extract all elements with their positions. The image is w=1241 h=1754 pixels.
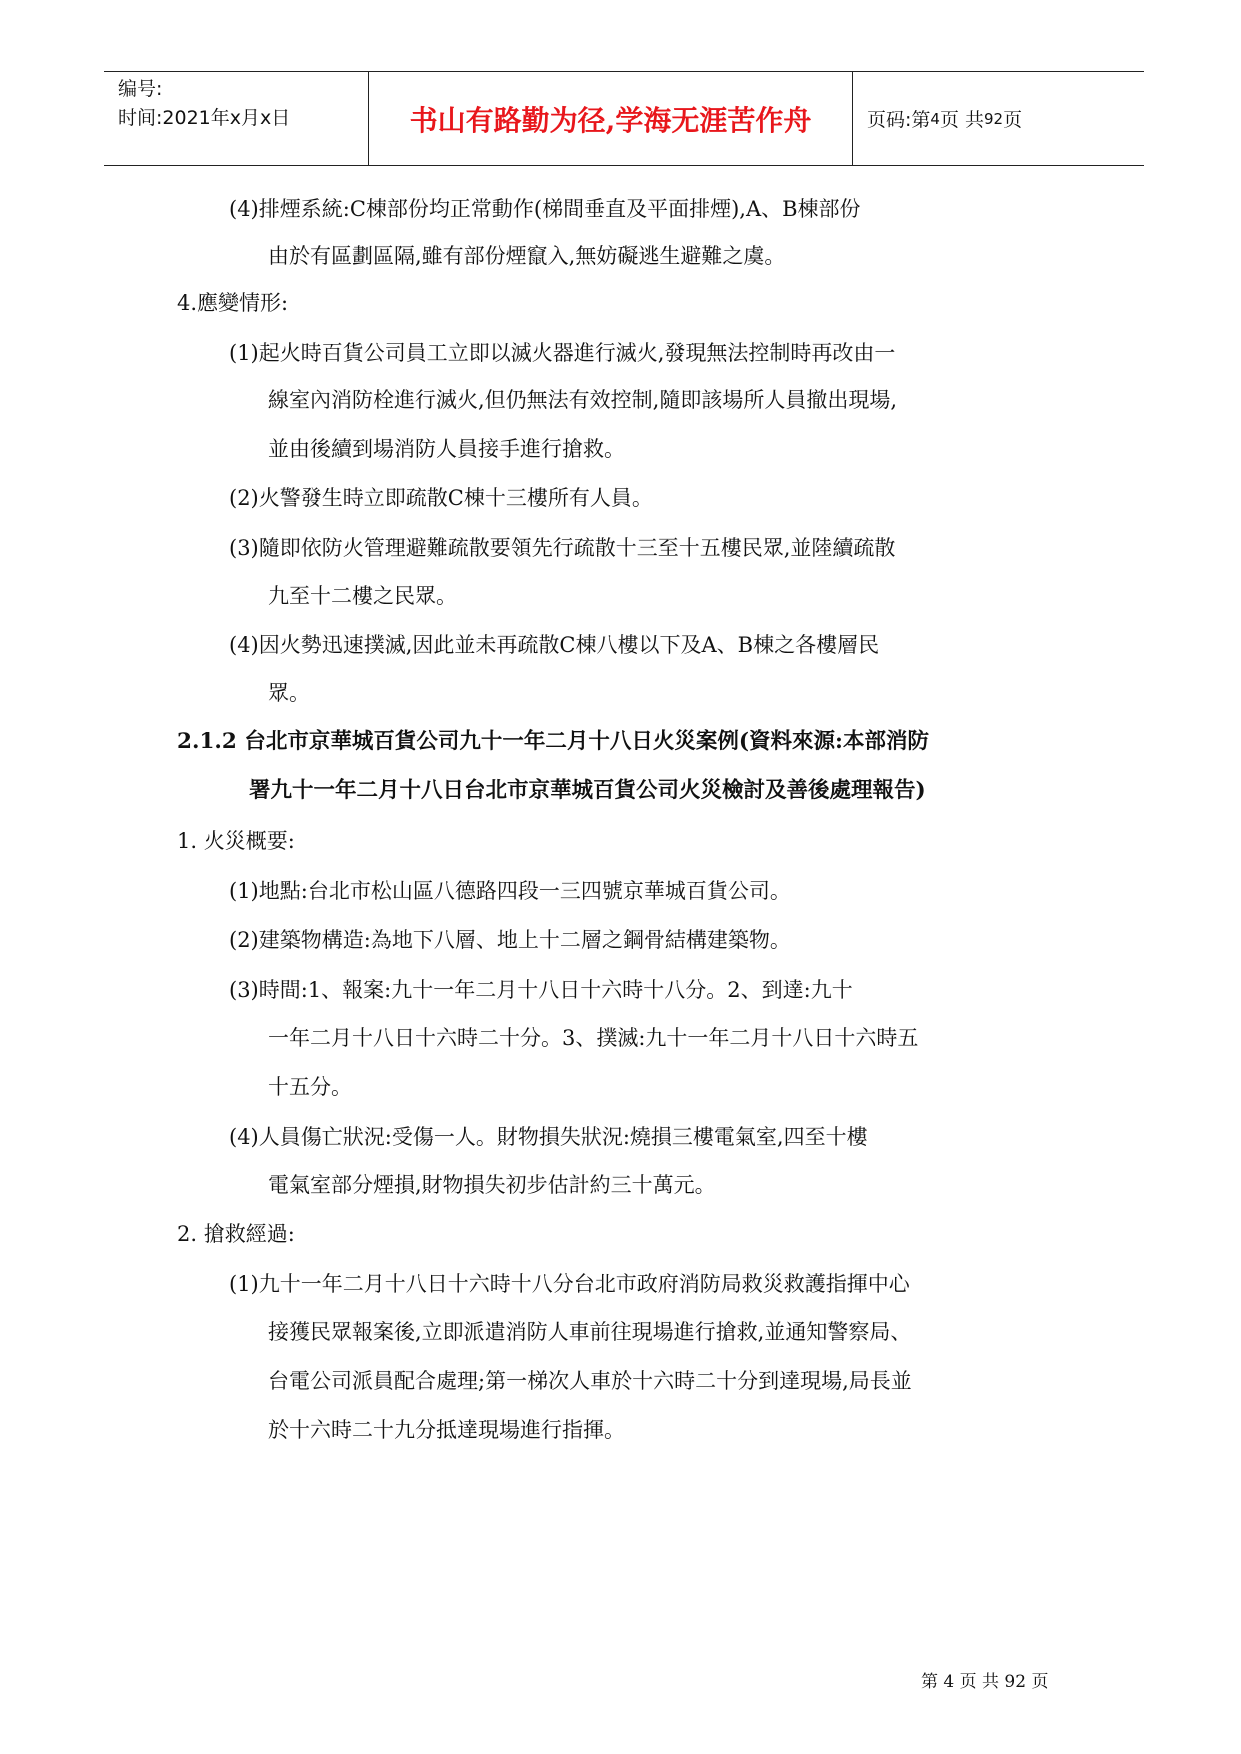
body-line: 接獲民眾報案後,立即派遣消防人車前往現場進行搶救,並通知警察局、 — [268, 1320, 912, 1344]
body-line: 一年二月十八日十六時二十分。3、撲滅:九十一年二月十八日十六時五 — [268, 1026, 919, 1050]
body-line: 1. 火災概要: — [177, 829, 295, 853]
page-header — [104, 71, 1144, 166]
document-time-label: 时间:2021年x月x日 — [118, 107, 291, 129]
body-line: 眾。 — [268, 681, 310, 705]
page-footer: 第 4 页 共 92 页 — [921, 1672, 1049, 1692]
section-heading-continued: 署九十一年二月十八日台北市京華城百貨公司火災檢討及善後處理報告) — [249, 778, 926, 803]
body-line: (4)人員傷亡狀況:受傷一人。財物損失狀況:燒損三樓電氣室,四至十樓 — [229, 1125, 868, 1149]
page-suffix: 页 — [1003, 109, 1023, 131]
body-line: (1)九十一年二月十八日十六時十八分台北市政府消防局救災救護指揮中心 — [229, 1272, 910, 1296]
body-line: 由於有區劃區隔,雖有部份煙竄入,無妨礙逃生避難之虞。 — [268, 244, 786, 268]
body-line: 九至十二樓之民眾。 — [268, 584, 457, 608]
body-line: (2)建築物構造:為地下八層、地上十二層之鋼骨結構建築物。 — [229, 928, 791, 952]
body-line: 電氣室部分煙損,財物損失初步估計約三十萬元。 — [268, 1173, 716, 1197]
body-line: (3)隨即依防火管理避難疏散要領先行疏散十三至十五樓民眾,並陸續疏散 — [229, 536, 896, 560]
body-line: 於十六時二十九分抵達現場進行指揮。 — [268, 1418, 625, 1442]
section-heading: 2.1.2 台北市京華城百貨公司九十一年二月十八日火災案例(資料來源:本部消防 — [177, 729, 929, 754]
page-total: 92 — [984, 109, 1004, 128]
body-line: (4)因火勢迅速撲滅,因此並未再疏散C棟八樓以下及A、B棟之各樓層民 — [229, 633, 880, 657]
body-line: (1)起火時百貨公司員工立即以滅火器進行滅火,發現無法控制時再改由一 — [229, 341, 896, 365]
body-line: (1)地點:台北市松山區八德路四段一三四號京華城百貨公司。 — [229, 879, 791, 903]
header-info — [118, 75, 290, 133]
page-prefix: 页码:第 — [867, 109, 931, 131]
body-line: (2)火警發生時立即疏散C棟十三樓所有人員。 — [229, 486, 653, 510]
body-line: 十五分。 — [268, 1075, 352, 1099]
document-number-label: 编号: — [118, 78, 163, 100]
body-line: (3)時間:1、報案:九十一年二月十八日十六時十八分。2、到達:九十 — [229, 978, 853, 1002]
body-line: 台電公司派員配合處理;第一梯次人車於十六時二十分到達現場,局長並 — [268, 1369, 912, 1393]
header-motto: 书山有路勤为径,学海无涯苦作舟 — [368, 72, 853, 165]
body-line: 2. 搶救經過: — [177, 1222, 295, 1246]
page-number: 4 — [930, 109, 940, 128]
header-page-info — [867, 72, 1022, 165]
body-line: (4)排煙系統:C棟部份均正常動作(梯間垂直及平面排煙),A、B棟部份 — [229, 197, 861, 221]
body-line: 線室內消防栓進行滅火,但仍無法有效控制,隨即該場所人員撤出現場, — [268, 388, 898, 412]
page-mid: 页 共 — [939, 109, 984, 131]
body-line: 4.應變情形: — [177, 291, 289, 315]
body-line: 並由後續到場消防人員接手進行搶救。 — [268, 437, 625, 461]
